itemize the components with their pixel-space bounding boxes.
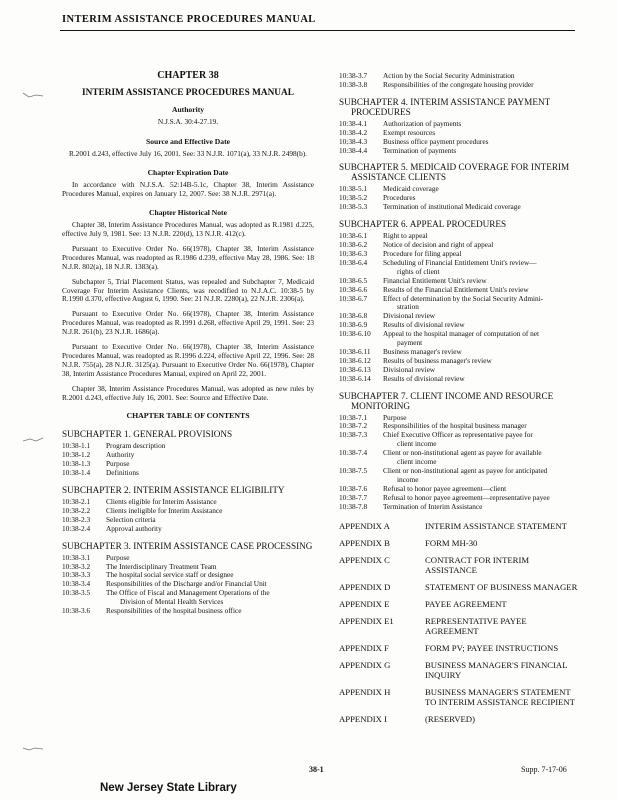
section-number: 10:38-6.5 [339,275,368,285]
section-number: 10:38-4.2 [339,127,368,137]
section-number: 10:38-3.6 [62,606,91,616]
section-number: 10:38-2.3 [62,514,91,524]
section-title: Right to appeal [383,231,428,241]
authority-heading: Authority [171,104,205,114]
section-title: Chief Executive Officer as representative payee for [383,430,533,440]
section-number: 10:38-7.3 [339,430,368,440]
appendix-entry [339,687,580,707]
section-title-continued: payment [397,338,423,348]
section-title: Termination of Interim Assistance [383,501,483,511]
section-title: Medicaid coverage [383,184,439,194]
section-title-continued: client income [397,439,437,449]
toc-entry [339,147,580,156]
section-number: 10:38-2.1 [62,497,91,506]
section-title: Purpose [106,552,130,562]
section-title: The hospital social service staff or designee [106,570,234,580]
section-number: 10:38-6.1 [339,231,368,241]
appendix-label: APPENDIX C [339,554,390,565]
section-title: Termination of payments [383,145,457,155]
section-number: 10:38-4.4 [339,145,368,155]
section-title: Results of divisional review [383,373,465,383]
section-number: 10:38-6.10 [339,329,371,339]
expiration-heading: Chapter Expiration Date [147,168,229,178]
appendix-entry [339,555,580,575]
section-number: 10:38-7.4 [339,448,368,458]
subchapter-heading: SUBCHAPTER 4. INTERIM ASSISTANCE PAYMENT PROCEDURES [339,96,551,117]
section-title: Approval authority [106,523,162,533]
section-number: 10:38-7.7 [339,492,368,502]
section-title: Notice of decision and right of appeal [383,240,494,250]
appendix-label: APPENDIX D [339,581,391,592]
subchapter-heading: SUBCHAPTER 6. APPEAL PROCEDURES [339,219,507,230]
toc-entry [339,375,580,384]
margin-scan-mark [22,746,44,752]
subchapter-heading: SUBCHAPTER 5. MEDICAID COVERAGE FOR INTERIM ASSISTANCE CLIENTS [339,162,570,183]
appendix-entry [339,643,580,653]
section-number: 10:38-1.4 [62,468,91,478]
section-title: The Interdisciplinary Treatment Team [106,561,217,571]
chapter-label: CHAPTER 38 [157,70,219,81]
section-title: Effect of determination by the Social Security Admini- [383,293,544,303]
toc-entry [62,460,314,469]
appendix-label: APPENDIX E [339,598,390,609]
running-head: INTERIM ASSISTANCE PROCEDURES MANUAL [62,14,316,25]
toc-entry [62,469,314,478]
appendix-title: FORM PV; PAYEE INSTRUCTIONS [425,642,559,653]
section-number: 10:38-5.3 [339,202,368,212]
section-title: Divisional review [383,364,436,374]
section-number: 10:38-7.2 [339,421,368,431]
appendix-title: PAYEE AGREEMENT [425,598,507,609]
toc-entry [62,516,314,525]
appendix-entry [339,616,580,636]
section-number: 10:38-3.2 [62,561,91,571]
appendix-label: APPENDIX H [339,686,391,697]
section-title: Definitions [106,468,139,478]
history-heading: Chapter Historical Note [149,208,227,218]
history-paragraph: Pursuant to Executive Order No. 66(1978), Chapter 38, Interim Assistance Procedures Manual, was readopted as R.1996 d.224, effective April 22, 1996. See: 28 N.J.R. 755(a), 28 N.J.R. 3125(a). Pursuant to Executive Order No. 66(1978), Chapter 38, Interim Assistance Procedures Manual, expired on April 22, 2001. [62,342,314,378]
toc-entry [339,120,580,129]
section-title: Results of divisional review [383,320,465,330]
section-number: 10:38-6.3 [339,248,368,258]
section-number: 10:38-7.5 [339,466,368,475]
section-number: 10:38-6.12 [339,355,371,365]
library-stamp: New Jersey State Library [100,782,237,794]
section-number: 10:38-6.7 [339,293,368,303]
toc-entry [339,503,580,512]
section-title: Divisional review [383,311,436,321]
section-number: 10:38-3.5 [62,588,91,598]
section-number: 10:38-6.11 [339,346,371,356]
source-heading: Source and Effective Date [145,136,230,146]
section-title: Clients eligible for Interim Assistance [106,497,217,506]
section-number: 10:38-3.1 [62,552,91,562]
section-title: Program description [106,441,166,451]
toc-entry [339,431,580,449]
appendix-title: CONTRACT FOR INTERIM ASSISTANCE [425,554,530,575]
history-paragraph: Pursuant to Executive Order No. 66(1978), Chapter 38, Interim Assistance Procedures Manual, was readopted as R.1986 d.239, effective May 28, 1986. See: 18 N.J.R. 802(a), 18 N.J.R. 1383(a). [62,243,314,271]
section-title: Refusal to honor payee agreement—client [383,483,507,493]
subchapter-heading: SUBCHAPTER 2. INTERIM ASSISTANCE ELIGIBILITY [62,485,285,495]
appendix-entry [339,660,580,680]
history-paragraph: Subchapter 5, Trial Placement Status, was repealed and Subchapter 7, Medicaid Coverage For Interim Assistance Clients, was recodified to N.J.A.C. 10:38-5 by R.1990 d.370, effective August 6, 1990. See: 21 N.J.R. 2280(a), 22 N.J.R. 2306(a). [62,276,314,304]
section-title: Scheduling of Financial Entitlement Unit's review— [383,257,537,267]
section-number: 10:38-7.8 [339,501,368,511]
appendix-entry [339,599,580,609]
section-number: 10:38-3.7 [339,71,368,80]
appendix-label: APPENDIX F [339,642,389,653]
section-title: Financial Entitlement Unit's review [383,275,487,285]
section-title-continued: stration [397,302,419,312]
section-title-continued: rights of client [397,266,440,276]
toc-entry [62,607,314,616]
appendix-label: APPENDIX I [339,713,388,724]
section-title-continued: Division of Mental Health Services [120,597,224,607]
appendix-entry [339,521,580,531]
section-title: Responsibilities of the hospital business office [106,606,242,616]
appendix-label: APPENDIX E1 [339,615,394,626]
section-title: Authority [106,450,135,460]
appendix-title: (RESERVED) [425,713,475,724]
section-number: 10:38-6.13 [339,364,371,374]
section-title: Results of the Financial Entitlement Unit's review [383,284,529,294]
toc-entry [339,81,580,90]
left-column [62,66,314,616]
section-title: Purpose [383,412,407,422]
toc-entry [62,589,314,607]
history-paragraph: Chapter 38, Interim Assistance Procedures Manual, was adopted as new rules by R.2001 d.243, effective July 16, 2001. See: Source and Effective Date. [62,383,314,402]
section-title: Client or non-institutional agent as payee for available [383,448,542,458]
section-title: Responsibilities of the congregate housing provider [383,79,534,89]
section-number: 10:38-3.3 [62,570,91,580]
appendix-title: FORM MH-30 [425,537,478,548]
appendix-title: INTERIM ASSISTANCE STATEMENT [425,520,567,531]
toc-entry [339,330,580,348]
section-title: Client or non-institutional agent as payee for anticipated [383,466,548,475]
toc-entry [339,449,580,467]
history-paragraph: Pursuant to Executive Order No. 66(1978), Chapter 38, Interim Assistance Procedures Manual, was readopted as R.1991 d.268, effective April 29, 1991. See: 23 N.J.R. 261(b), 23 N.J.R. 1686(a). [62,309,314,337]
chapter-title: INTERIM ASSISTANCE PROCEDURES MANUAL [82,87,294,98]
section-number: 10:38-6.14 [339,373,371,383]
section-number: 10:38-3.4 [62,579,91,589]
section-title: Refusal to honor payee agreement—representative payee [383,492,550,502]
appendix-title: STATEMENT OF BUSINESS MANAGER [425,581,578,592]
section-title: Business office payment procedures [383,136,489,146]
section-title: The Office of Fiscal and Management Operations of the [106,588,270,598]
section-title: Responsibilities of the Discharge and/or Financial Unit [106,579,267,589]
subchapter-heading: SUBCHAPTER 7. CLIENT INCOME AND RESOURCE MONITORING [339,390,554,411]
section-title: Selection criteria [106,514,156,524]
section-number: 10:38-6.8 [339,311,368,321]
section-title: Procedures [383,193,416,203]
subchapter-heading: SUBCHAPTER 3. INTERIM ASSISTANCE CASE PROCESSING [62,540,313,551]
section-number: 10:38-4.3 [339,136,368,146]
section-title: Procedure for filing appeal [383,248,462,258]
section-number: 10:38-5.1 [339,184,368,194]
section-number: 10:38-6.2 [339,240,368,250]
appendix-title: BUSINESS MANAGER'S STATEMENT TO INTERIM ASSISTANCE RECIPIENT [425,686,575,707]
appendix-entry [339,582,580,592]
history-paragraph: Chapter 38, Interim Assistance Procedures Manual, was adopted as R.1981 d.225, effective July 9, 1981. See: 13 N.J.R. 220(d), 13 N.J.R. 412(c). [62,220,314,238]
toc-entry [62,442,314,451]
toc-entry [339,185,580,194]
section-number: 10:38-7.6 [339,483,368,493]
margin-scan-mark [22,92,44,98]
appendix-title: BUSINESS MANAGER'S FINANCIAL INQUIRY [425,659,568,680]
toc-entry [62,525,314,534]
right-column [339,72,580,724]
section-title: Results of business manager's review [383,355,492,365]
toc-entry [339,203,580,212]
source-text: R.2001 d.243, effective July 16, 2001. See: 33 N.J.R. 1071(a), 33 N.J.R. 2498(b). [68,148,307,158]
margin-scan-mark [22,437,44,443]
toc-entry [339,467,580,485]
appendix-label: APPENDIX A [339,520,390,531]
section-number: 10:38-6.6 [339,284,368,294]
section-number: 10:38-4.1 [339,118,368,128]
toc-entry [339,357,580,366]
section-title: Termination of institutional Medicaid coverage [383,202,521,212]
appendix-title: REPRESENTATIVE PAYEE AGREEMENT [425,615,527,636]
section-number: 10:38-6.9 [339,320,368,330]
section-title: Exempt resources [383,127,436,137]
section-title: Authorization of payments [383,118,462,128]
appendix-entry [339,538,580,548]
section-title: Clients ineligible for Interim Assistance [106,505,223,515]
appendix-entry [339,714,580,724]
section-title: Action by the Social Security Administration [383,71,515,80]
toc-entry [62,451,314,460]
section-title-continued: income [397,474,419,484]
section-number: 10:38-6.4 [339,257,368,267]
appendix-label: APPENDIX B [339,537,390,548]
appendix-label: APPENDIX G [339,659,391,670]
authority-text: N.J.S.A. 30:4-27.19. [157,116,219,126]
section-number: 10:38-1.1 [62,441,91,451]
section-number: 10:38-2.2 [62,505,91,515]
header-rule [60,30,575,31]
section-number: 10:38-1.3 [62,459,91,469]
section-number: 10:38-2.4 [62,523,91,533]
expiration-text: In accordance with N.J.S.A. 52:14B-5.1c, Chapter 38, Interim Assistance Procedures Manual, expires on January 12, 2007. See: 38 N.J.R. 2971(a). [62,180,314,199]
section-number: 10:38-5.2 [339,193,368,203]
section-title: Appeal to the hospital manager of computation of net [383,329,540,339]
toc-entry [339,295,580,313]
subchapter-heading: SUBCHAPTER 1. GENERAL PROVISIONS [62,429,233,440]
section-title-continued: client income [397,457,437,467]
supplement-date: Supp. 7-17-06 [521,765,567,774]
toc-heading: CHAPTER TABLE OF CONTENTS [126,411,250,421]
section-title: Business manager's review [383,346,462,356]
section-title: Responsibilities of the hospital business manager [383,421,527,431]
section-title: Purpose [106,459,130,469]
section-number: 10:38-3.8 [339,79,368,89]
page-number: 38-1 [309,765,324,774]
section-number: 10:38-7.1 [339,412,368,422]
toc-entry [339,138,580,147]
section-number: 10:38-1.2 [62,450,91,460]
toc-entry [339,259,580,277]
toc-entry [62,507,314,516]
